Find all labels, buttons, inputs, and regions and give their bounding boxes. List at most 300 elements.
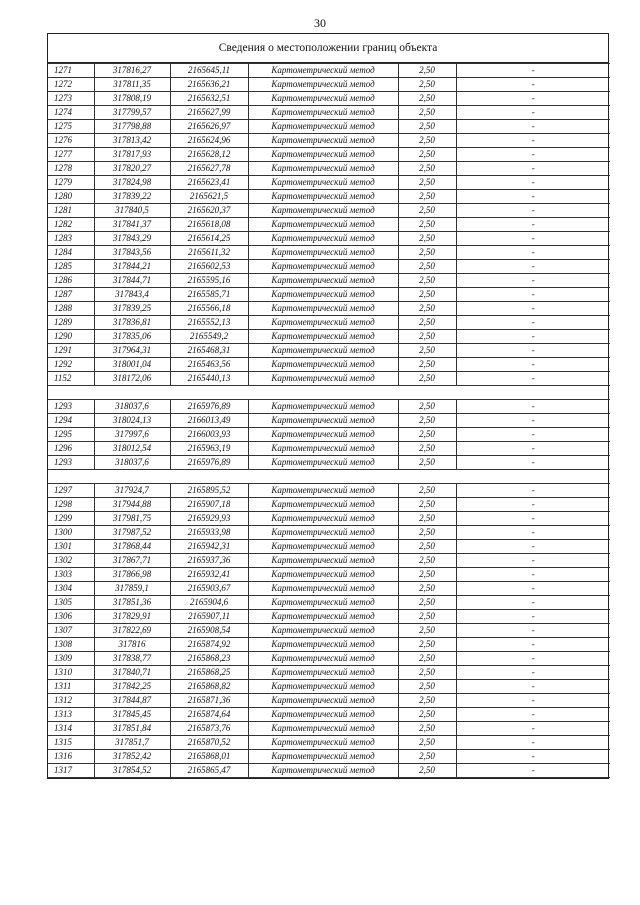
method-cell: Картометрический метод <box>248 148 398 162</box>
description-cell: - <box>456 595 610 609</box>
description-cell: - <box>456 218 610 232</box>
point-number-cell: 1311 <box>48 679 94 693</box>
x-coordinate-cell: 317924,7 <box>94 483 170 497</box>
point-number-cell: 1303 <box>48 567 94 581</box>
point-number-cell: 1317 <box>48 763 94 777</box>
accuracy-cell: 2,50 <box>398 372 456 386</box>
description-cell: - <box>456 441 610 455</box>
table-row <box>48 204 610 218</box>
description-cell: - <box>456 134 610 148</box>
x-coordinate-cell: 317820,27 <box>94 162 170 176</box>
x-coordinate-cell: 317997,6 <box>94 427 170 441</box>
table-row <box>48 176 610 190</box>
x-coordinate-cell: 317859,1 <box>94 581 170 595</box>
x-coordinate-cell: 318037,6 <box>94 399 170 413</box>
table-row <box>48 749 610 763</box>
method-cell: Картометрический метод <box>248 302 398 316</box>
method-cell: Картометрический метод <box>248 665 398 679</box>
accuracy-cell: 2,50 <box>398 274 456 288</box>
description-cell: - <box>456 763 610 777</box>
y-coordinate-cell: 2165468,31 <box>170 344 248 358</box>
table-row <box>48 330 610 344</box>
table-row <box>48 651 610 665</box>
description-cell: - <box>456 553 610 567</box>
description-cell: - <box>456 651 610 665</box>
point-number-cell: 1282 <box>48 218 94 232</box>
table-row <box>48 344 610 358</box>
table-row <box>48 707 610 721</box>
accuracy-cell: 2,50 <box>398 497 456 511</box>
accuracy-cell: 2,50 <box>398 204 456 218</box>
table-row <box>48 106 610 120</box>
y-coordinate-cell: 2165904,6 <box>170 595 248 609</box>
x-coordinate-cell: 317851,7 <box>94 735 170 749</box>
sheet-title: Сведения о местоположении границ объекта <box>48 34 608 63</box>
point-number-cell: 1315 <box>48 735 94 749</box>
point-number-cell: 1304 <box>48 581 94 595</box>
point-number-cell: 1305 <box>48 595 94 609</box>
method-cell: Картометрический метод <box>248 260 398 274</box>
description-cell: - <box>456 497 610 511</box>
table-row <box>48 260 610 274</box>
accuracy-cell: 2,50 <box>398 441 456 455</box>
point-number-cell: 1313 <box>48 707 94 721</box>
point-number-cell: 1272 <box>48 78 94 92</box>
y-coordinate-cell: 2165552,13 <box>170 316 248 330</box>
x-coordinate-cell: 317822,69 <box>94 623 170 637</box>
method-cell: Картометрический метод <box>248 763 398 777</box>
accuracy-cell: 2,50 <box>398 427 456 441</box>
method-cell: Картометрический метод <box>248 372 398 386</box>
accuracy-cell: 2,50 <box>398 525 456 539</box>
y-coordinate-cell: 2165873,76 <box>170 721 248 735</box>
accuracy-cell: 2,50 <box>398 721 456 735</box>
description-cell: - <box>456 693 610 707</box>
x-coordinate-cell: 317840,5 <box>94 204 170 218</box>
table-row <box>48 609 610 623</box>
table-row <box>48 455 610 469</box>
point-number-cell: 1291 <box>48 344 94 358</box>
x-coordinate-cell: 317811,35 <box>94 78 170 92</box>
y-coordinate-cell: 2165566,18 <box>170 302 248 316</box>
method-cell: Картометрический метод <box>248 274 398 288</box>
y-coordinate-cell: 2165874,64 <box>170 707 248 721</box>
table-row <box>48 511 610 525</box>
point-number-cell: 1280 <box>48 190 94 204</box>
y-coordinate-cell: 2165942,31 <box>170 539 248 553</box>
method-cell: Картометрический метод <box>248 176 398 190</box>
table-row <box>48 441 610 455</box>
table-row <box>48 92 610 106</box>
table-row <box>48 567 610 581</box>
accuracy-cell: 2,50 <box>398 483 456 497</box>
table-row <box>48 120 610 134</box>
accuracy-cell: 2,50 <box>398 260 456 274</box>
method-cell: Картометрический метод <box>248 623 398 637</box>
description-cell: - <box>456 316 610 330</box>
method-cell: Картометрический метод <box>248 413 398 427</box>
method-cell: Картометрический метод <box>248 441 398 455</box>
x-coordinate-cell: 317868,44 <box>94 539 170 553</box>
table-row <box>48 64 610 78</box>
method-cell: Картометрический метод <box>248 595 398 609</box>
method-cell: Картометрический метод <box>248 106 398 120</box>
point-number-cell: 1281 <box>48 204 94 218</box>
x-coordinate-cell: 317851,36 <box>94 595 170 609</box>
point-number-cell: 1306 <box>48 609 94 623</box>
description-cell: - <box>456 609 610 623</box>
method-cell: Картометрический метод <box>248 609 398 623</box>
y-coordinate-cell: 2165440,13 <box>170 372 248 386</box>
y-coordinate-cell: 2165871,36 <box>170 693 248 707</box>
method-cell: Картометрический метод <box>248 246 398 260</box>
group-separator-row <box>48 469 610 483</box>
x-coordinate-cell: 317987,52 <box>94 525 170 539</box>
accuracy-cell: 2,50 <box>398 358 456 372</box>
x-coordinate-cell: 317867,71 <box>94 553 170 567</box>
accuracy-cell: 2,50 <box>398 637 456 651</box>
y-coordinate-cell: 2165620,37 <box>170 204 248 218</box>
method-cell: Картометрический метод <box>248 483 398 497</box>
x-coordinate-cell: 317854,52 <box>94 763 170 777</box>
table-row <box>48 232 610 246</box>
accuracy-cell: 2,50 <box>398 316 456 330</box>
table-row <box>48 78 610 92</box>
accuracy-cell: 2,50 <box>398 148 456 162</box>
table-row <box>48 679 610 693</box>
method-cell: Картометрический метод <box>248 693 398 707</box>
x-coordinate-cell: 317829,91 <box>94 609 170 623</box>
y-coordinate-cell: 2165628,12 <box>170 148 248 162</box>
method-cell: Картометрический метод <box>248 539 398 553</box>
description-cell: - <box>456 413 610 427</box>
group-separator-cell <box>48 386 610 400</box>
point-number-cell: 1299 <box>48 511 94 525</box>
accuracy-cell: 2,50 <box>398 749 456 763</box>
x-coordinate-cell: 317839,25 <box>94 302 170 316</box>
y-coordinate-cell: 2165623,41 <box>170 176 248 190</box>
description-cell: - <box>456 162 610 176</box>
accuracy-cell: 2,50 <box>398 399 456 413</box>
point-number-cell: 1283 <box>48 232 94 246</box>
point-number-cell: 1294 <box>48 413 94 427</box>
description-cell: - <box>456 120 610 134</box>
description-cell: - <box>456 204 610 218</box>
y-coordinate-cell: 2165976,89 <box>170 455 248 469</box>
point-number-cell: 1273 <box>48 92 94 106</box>
point-number-cell: 1289 <box>48 316 94 330</box>
accuracy-cell: 2,50 <box>398 218 456 232</box>
accuracy-cell: 2,50 <box>398 665 456 679</box>
description-cell: - <box>456 721 610 735</box>
accuracy-cell: 2,50 <box>398 539 456 553</box>
description-cell: - <box>456 78 610 92</box>
point-number-cell: 1298 <box>48 497 94 511</box>
coordinates-table <box>48 63 610 778</box>
method-cell: Картометрический метод <box>248 399 398 413</box>
point-number-cell: 1292 <box>48 358 94 372</box>
y-coordinate-cell: 2165463,56 <box>170 358 248 372</box>
method-cell: Картометрический метод <box>248 455 398 469</box>
table-row <box>48 525 610 539</box>
method-cell: Картометрический метод <box>248 553 398 567</box>
description-cell: - <box>456 358 610 372</box>
accuracy-cell: 2,50 <box>398 288 456 302</box>
table-row <box>48 302 610 316</box>
y-coordinate-cell: 2165618,08 <box>170 218 248 232</box>
y-coordinate-cell: 2165895,52 <box>170 483 248 497</box>
point-number-cell: 1286 <box>48 274 94 288</box>
table-row <box>48 316 610 330</box>
method-cell: Картометрический метод <box>248 679 398 693</box>
point-number-cell: 1301 <box>48 539 94 553</box>
description-cell: - <box>456 176 610 190</box>
description-cell: - <box>456 190 610 204</box>
point-number-cell: 1293 <box>48 399 94 413</box>
description-cell: - <box>456 525 610 539</box>
x-coordinate-cell: 317798,88 <box>94 120 170 134</box>
point-number-cell: 1284 <box>48 246 94 260</box>
y-coordinate-cell: 2165874,92 <box>170 637 248 651</box>
x-coordinate-cell: 318001,04 <box>94 358 170 372</box>
table-row <box>48 274 610 288</box>
table-row <box>48 413 610 427</box>
accuracy-cell: 2,50 <box>398 134 456 148</box>
accuracy-cell: 2,50 <box>398 106 456 120</box>
table-row <box>48 553 610 567</box>
table-row <box>48 134 610 148</box>
table-row <box>48 721 610 735</box>
x-coordinate-cell: 317813,42 <box>94 134 170 148</box>
method-cell: Картометрический метод <box>248 358 398 372</box>
x-coordinate-cell: 317844,71 <box>94 274 170 288</box>
y-coordinate-cell: 2165932,41 <box>170 567 248 581</box>
point-number-cell: 1302 <box>48 553 94 567</box>
accuracy-cell: 2,50 <box>398 623 456 637</box>
point-number-cell: 1293 <box>48 455 94 469</box>
description-cell: - <box>456 567 610 581</box>
description-cell: - <box>456 665 610 679</box>
description-cell: - <box>456 455 610 469</box>
accuracy-cell: 2,50 <box>398 567 456 581</box>
y-coordinate-cell: 2165611,32 <box>170 246 248 260</box>
accuracy-cell: 2,50 <box>398 511 456 525</box>
x-coordinate-cell: 317844,21 <box>94 260 170 274</box>
accuracy-cell: 2,50 <box>398 455 456 469</box>
accuracy-cell: 2,50 <box>398 763 456 777</box>
y-coordinate-cell: 2165549,2 <box>170 330 248 344</box>
method-cell: Картометрический метод <box>248 162 398 176</box>
accuracy-cell: 2,50 <box>398 64 456 78</box>
description-cell: - <box>456 637 610 651</box>
accuracy-cell: 2,50 <box>398 651 456 665</box>
x-coordinate-cell: 317838,77 <box>94 651 170 665</box>
method-cell: Картометрический метод <box>248 218 398 232</box>
y-coordinate-cell: 2165903,67 <box>170 581 248 595</box>
x-coordinate-cell: 317944,88 <box>94 497 170 511</box>
table-row <box>48 483 610 497</box>
description-cell: - <box>456 92 610 106</box>
x-coordinate-cell: 317835,06 <box>94 330 170 344</box>
method-cell: Картометрический метод <box>248 721 398 735</box>
point-number-cell: 1152 <box>48 372 94 386</box>
accuracy-cell: 2,50 <box>398 92 456 106</box>
y-coordinate-cell: 2165627,99 <box>170 106 248 120</box>
y-coordinate-cell: 2165868,82 <box>170 679 248 693</box>
description-cell: - <box>456 427 610 441</box>
method-cell: Картометрический метод <box>248 288 398 302</box>
point-number-cell: 1296 <box>48 441 94 455</box>
x-coordinate-cell: 317824,98 <box>94 176 170 190</box>
y-coordinate-cell: 2165868,23 <box>170 651 248 665</box>
x-coordinate-cell: 317845,45 <box>94 707 170 721</box>
point-number-cell: 1285 <box>48 260 94 274</box>
description-cell: - <box>456 148 610 162</box>
accuracy-cell: 2,50 <box>398 553 456 567</box>
table-row <box>48 148 610 162</box>
y-coordinate-cell: 2165585,71 <box>170 288 248 302</box>
y-coordinate-cell: 2165636,21 <box>170 78 248 92</box>
method-cell: Картометрический метод <box>248 497 398 511</box>
x-coordinate-cell: 317817,93 <box>94 148 170 162</box>
y-coordinate-cell: 2165907,18 <box>170 497 248 511</box>
method-cell: Картометрический метод <box>248 581 398 595</box>
coordinates-table-body <box>48 64 610 778</box>
y-coordinate-cell: 2165602,53 <box>170 260 248 274</box>
description-cell: - <box>456 399 610 413</box>
point-number-cell: 1278 <box>48 162 94 176</box>
table-row <box>48 288 610 302</box>
point-number-cell: 1288 <box>48 302 94 316</box>
method-cell: Картометрический метод <box>248 232 398 246</box>
y-coordinate-cell: 2165963,19 <box>170 441 248 455</box>
x-coordinate-cell: 317843,29 <box>94 232 170 246</box>
table-row <box>48 581 610 595</box>
y-coordinate-cell: 2165933,98 <box>170 525 248 539</box>
accuracy-cell: 2,50 <box>398 176 456 190</box>
accuracy-cell: 2,50 <box>398 581 456 595</box>
x-coordinate-cell: 317808,19 <box>94 92 170 106</box>
description-cell: - <box>456 106 610 120</box>
accuracy-cell: 2,50 <box>398 693 456 707</box>
accuracy-cell: 2,50 <box>398 735 456 749</box>
table-row <box>48 190 610 204</box>
method-cell: Картометрический метод <box>248 120 398 134</box>
method-cell: Картометрический метод <box>248 316 398 330</box>
method-cell: Картометрический метод <box>248 64 398 78</box>
point-number-cell: 1307 <box>48 623 94 637</box>
point-number-cell: 1287 <box>48 288 94 302</box>
method-cell: Картометрический метод <box>248 637 398 651</box>
x-coordinate-cell: 317981,75 <box>94 511 170 525</box>
method-cell: Картометрический метод <box>248 427 398 441</box>
accuracy-cell: 2,50 <box>398 413 456 427</box>
description-cell: - <box>456 232 610 246</box>
point-number-cell: 1316 <box>48 749 94 763</box>
group-separator-row <box>48 386 610 400</box>
point-number-cell: 1308 <box>48 637 94 651</box>
point-number-cell: 1277 <box>48 148 94 162</box>
accuracy-cell: 2,50 <box>398 78 456 92</box>
table-row <box>48 497 610 511</box>
description-cell: - <box>456 483 610 497</box>
y-coordinate-cell: 2165976,89 <box>170 399 248 413</box>
y-coordinate-cell: 2165865,47 <box>170 763 248 777</box>
accuracy-cell: 2,50 <box>398 246 456 260</box>
y-coordinate-cell: 2165627,78 <box>170 162 248 176</box>
description-cell: - <box>456 623 610 637</box>
method-cell: Картометрический метод <box>248 190 398 204</box>
point-number-cell: 1309 <box>48 651 94 665</box>
method-cell: Картометрический метод <box>248 78 398 92</box>
description-cell: - <box>456 749 610 763</box>
point-number-cell: 1276 <box>48 134 94 148</box>
y-coordinate-cell: 2165595,16 <box>170 274 248 288</box>
y-coordinate-cell: 2165868,01 <box>170 749 248 763</box>
point-number-cell: 1297 <box>48 483 94 497</box>
table-row <box>48 539 610 553</box>
y-coordinate-cell: 2166003,93 <box>170 427 248 441</box>
y-coordinate-cell: 2165868,25 <box>170 665 248 679</box>
y-coordinate-cell: 2165929,93 <box>170 511 248 525</box>
description-cell: - <box>456 344 610 358</box>
x-coordinate-cell: 317839,22 <box>94 190 170 204</box>
y-coordinate-cell: 2165937,36 <box>170 553 248 567</box>
accuracy-cell: 2,50 <box>398 330 456 344</box>
description-cell: - <box>456 246 610 260</box>
x-coordinate-cell: 317852,42 <box>94 749 170 763</box>
y-coordinate-cell: 2165614,25 <box>170 232 248 246</box>
x-coordinate-cell: 317844,87 <box>94 693 170 707</box>
table-row <box>48 595 610 609</box>
method-cell: Картометрический метод <box>248 511 398 525</box>
y-coordinate-cell: 2165645,11 <box>170 64 248 78</box>
method-cell: Картометрический метод <box>248 204 398 218</box>
method-cell: Картометрический метод <box>248 92 398 106</box>
y-coordinate-cell: 2165621,5 <box>170 190 248 204</box>
method-cell: Картометрический метод <box>248 330 398 344</box>
accuracy-cell: 2,50 <box>398 595 456 609</box>
x-coordinate-cell: 318012,54 <box>94 441 170 455</box>
point-number-cell: 1300 <box>48 525 94 539</box>
y-coordinate-cell: 2165632,51 <box>170 92 248 106</box>
description-cell: - <box>456 260 610 274</box>
x-coordinate-cell: 317964,31 <box>94 344 170 358</box>
coordinates-sheet <box>47 33 609 779</box>
table-row <box>48 763 610 777</box>
point-number-cell: 1314 <box>48 721 94 735</box>
method-cell: Картометрический метод <box>248 525 398 539</box>
accuracy-cell: 2,50 <box>398 609 456 623</box>
y-coordinate-cell: 2165626,97 <box>170 120 248 134</box>
table-row <box>48 693 610 707</box>
x-coordinate-cell: 317843,4 <box>94 288 170 302</box>
description-cell: - <box>456 274 610 288</box>
description-cell: - <box>456 581 610 595</box>
table-row <box>48 218 610 232</box>
accuracy-cell: 2,50 <box>398 162 456 176</box>
method-cell: Картометрический метод <box>248 567 398 581</box>
y-coordinate-cell: 2165907,11 <box>170 609 248 623</box>
page-number: 30 <box>314 16 326 30</box>
table-row <box>48 399 610 413</box>
table-row <box>48 246 610 260</box>
description-cell: - <box>456 302 610 316</box>
method-cell: Картометрический метод <box>248 651 398 665</box>
description-cell: - <box>456 288 610 302</box>
accuracy-cell: 2,50 <box>398 302 456 316</box>
table-row <box>48 162 610 176</box>
